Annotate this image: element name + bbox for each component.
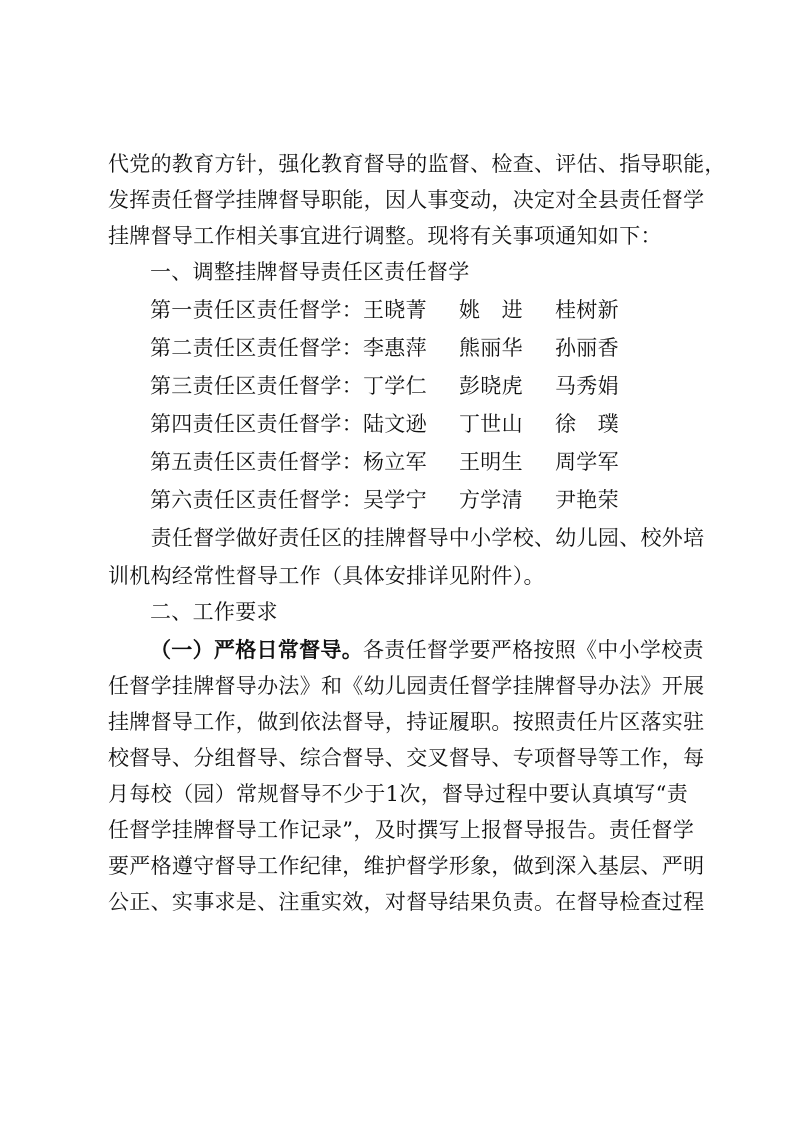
district-row-3 <box>150 372 651 400</box>
supervisor-name: 杨立军 <box>363 450 427 474</box>
district-row-6 <box>150 486 651 514</box>
supervisor-name: 徐 璞 <box>555 412 619 436</box>
district-row-1 <box>150 296 651 324</box>
district-label: 第一责任区责任督学： <box>150 298 363 322</box>
intro-line-1: 代党的教育方针，强化教育督导的监督、检查、评估、指导职能， <box>108 152 726 176</box>
supervisor-name: 彭晓虎 <box>459 374 523 398</box>
district-row-5 <box>150 448 651 476</box>
duty-line-2: 训机构经常性督导工作（具体安排详见附件）。 <box>108 564 545 588</box>
sub1-line-3: 挂牌督导工作，做到依法督导，持证履职。按照责任片区落实驻 <box>108 710 705 734</box>
supervisor-name: 王晓菁 <box>363 298 427 322</box>
supervisor-name: 尹艳荣 <box>555 488 619 512</box>
intro-line-2: 发挥责任督学挂牌督导职能，因人事变动，决定对全县责任督学 <box>108 188 705 212</box>
sub1-line-6: 任督学挂牌督导工作记录”，及时撰写上报督导报告。责任督学 <box>108 818 695 842</box>
district-label: 第五责任区责任督学： <box>150 450 363 474</box>
duty-line-1: 责任督学做好责任区的挂牌督导中小学校、幼儿园、校外培 <box>108 526 705 550</box>
supervisor-name: 丁世山 <box>459 412 523 436</box>
section-2-heading: 二、工作要求 <box>150 600 278 624</box>
supervisor-name: 熊丽华 <box>459 336 523 360</box>
district-label: 第四责任区责任督学： <box>150 412 363 436</box>
sub1-heading: （一）严格日常督导。 <box>150 638 363 662</box>
sub1-line-4: 校督导、分组督导、综合督导、交叉督导、专项督导等工作，每 <box>108 746 705 770</box>
supervisor-name: 周学军 <box>555 450 619 474</box>
supervisor-name: 孙丽香 <box>555 336 619 360</box>
supervisor-name: 桂树新 <box>555 298 619 322</box>
district-row-2 <box>150 334 651 362</box>
supervisor-name: 王明生 <box>459 450 523 474</box>
sub1-line-1 <box>108 636 704 664</box>
district-label: 第六责任区责任督学： <box>150 488 363 512</box>
supervisor-name: 李惠萍 <box>363 336 427 360</box>
supervisor-name: 丁学仁 <box>363 374 427 398</box>
sub1-line-5: 月每校（园）常规督导不少于1次，督导过程中要认真填写“责 <box>108 782 688 806</box>
sub1-line-2: 任督学挂牌督导办法》和《幼儿园责任督学挂牌督导办法》开展 <box>108 674 705 698</box>
supervisor-name: 姚 进 <box>459 298 523 322</box>
district-label: 第三责任区责任督学： <box>150 374 363 398</box>
district-row-4 <box>150 410 651 438</box>
intro-line-3: 挂牌督导工作相关事宜进行调整。现将有关事项通知如下： <box>108 224 662 248</box>
sub1-first-rest: 各责任督学要严格按照《中小学校责 <box>363 638 704 662</box>
supervisor-name: 吴学宁 <box>363 488 427 512</box>
district-label: 第二责任区责任督学： <box>150 336 363 360</box>
supervisor-name: 马秀娟 <box>555 374 619 398</box>
supervisor-name: 方学清 <box>459 488 523 512</box>
sub1-line-7: 要严格遵守督导工作纪律，维护督学形象，做到深入基层、严明 <box>108 854 705 878</box>
sub1-line-8: 公正、实事求是、注重实效，对督导结果负责。在督导检查过程 <box>108 890 705 914</box>
section-1-heading: 一、调整挂牌督导责任区责任督学 <box>150 260 470 284</box>
supervisor-name: 陆文逊 <box>363 412 427 436</box>
